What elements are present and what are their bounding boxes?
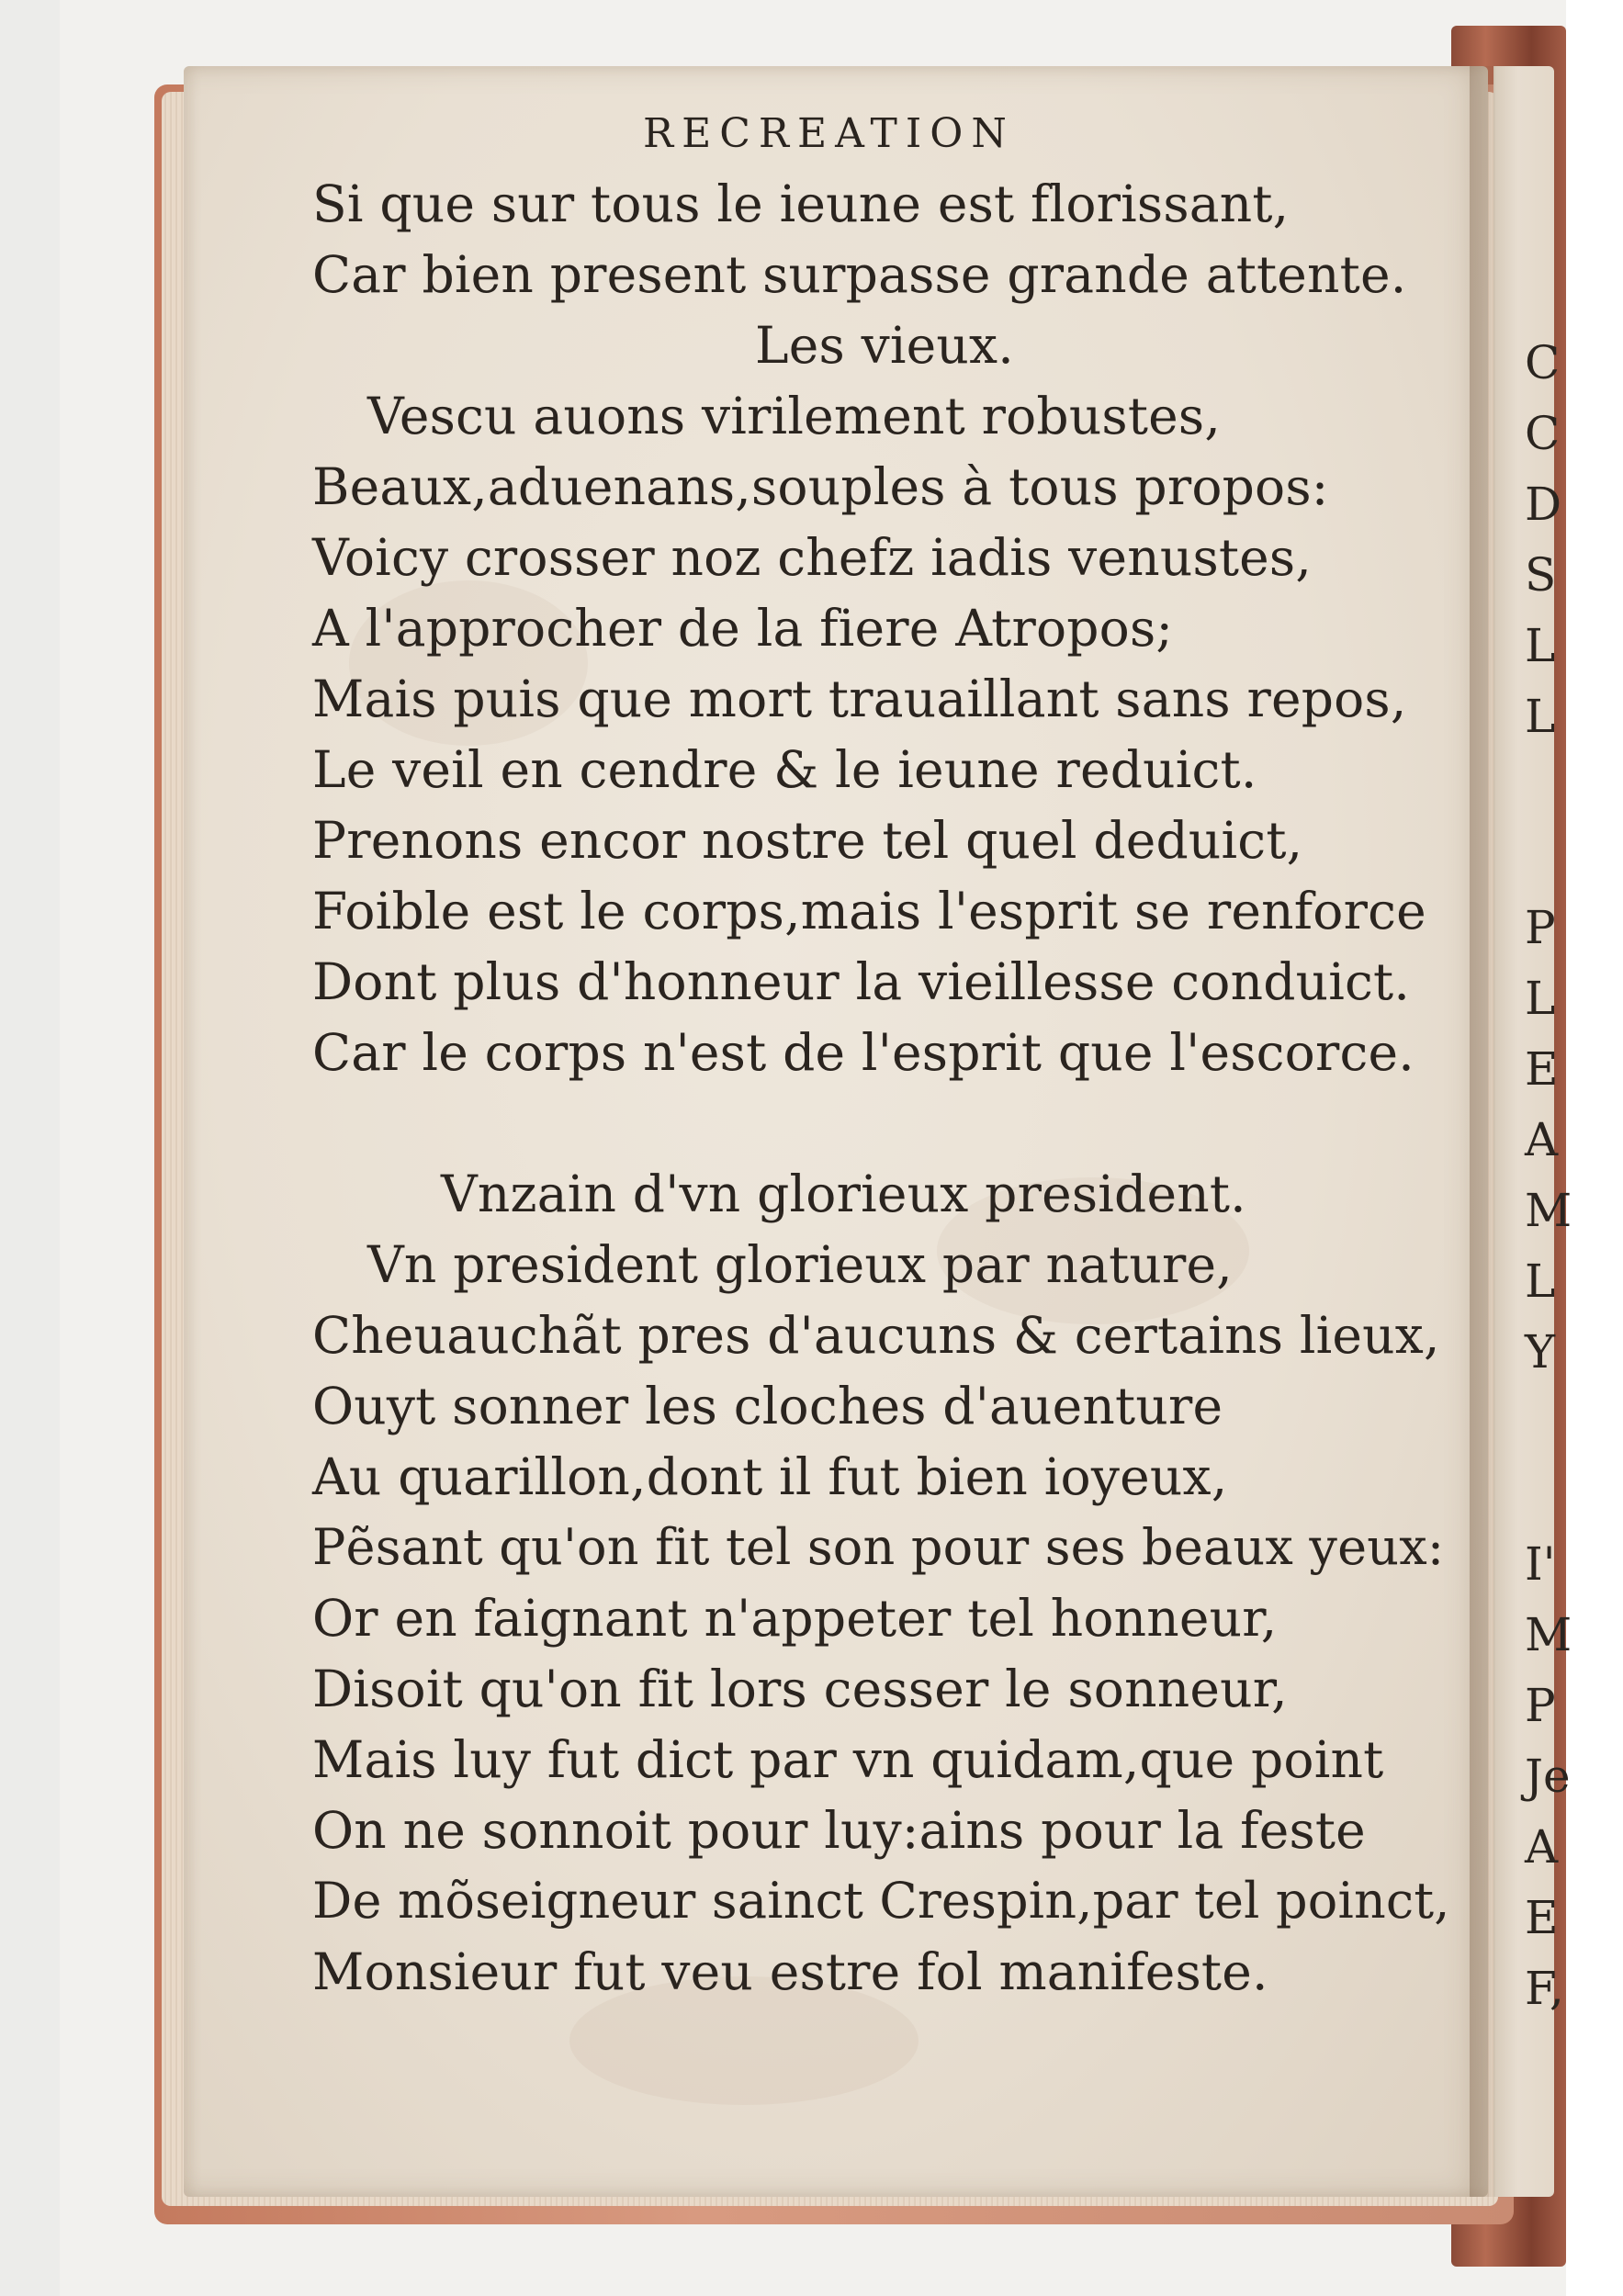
verse-line: On ne sonnoit pour luy:ains pour la feste [312, 1801, 1366, 1860]
verse-line: A l'approcher de la fiere Atropos; [312, 599, 1174, 658]
facing-letter: L [1525, 619, 1556, 672]
facing-letter: P [1525, 1679, 1556, 1732]
verse-line: Or en faignant n'appeter tel honneur, [312, 1589, 1278, 1648]
verse-line: Pẽsant qu'on fit tel son pour ses beaux yeux: [312, 1518, 1445, 1576]
facing-letter: E [1525, 1042, 1559, 1096]
verse-line: Prenons encor nostre tel quel deduict, [312, 811, 1303, 870]
facing-letter: I' [1525, 1537, 1556, 1591]
facing-letter: S [1525, 548, 1557, 602]
verse-line: Vescu auons virilement robustes, [367, 387, 1222, 445]
facing-letter: L [1525, 1255, 1556, 1308]
facing-letter: L [1525, 972, 1556, 1025]
verse-line: Mais luy fut dict par vn quidam,que point [312, 1730, 1384, 1789]
verse-line: Dont plus d'honneur la vieillesse conduict. [312, 952, 1411, 1011]
verse-line: Monsieur fut veu estre fol manifeste. [312, 1942, 1268, 2001]
verse-line: Si que sur tous le ieune est florissant, [312, 174, 1290, 233]
facing-letter: M [1525, 1608, 1572, 1661]
verse-line: Foible est le corps,mais l'esprit se renforce [312, 882, 1426, 940]
verse-line: Vn president glorieux par nature, [367, 1235, 1233, 1294]
verse-line: Mais puis que mort trauaillant sans repos, [312, 670, 1407, 728]
facing-letter: F, [1525, 1962, 1564, 2015]
facing-letter: M [1525, 1184, 1572, 1237]
speaker-heading: Les vieux. [755, 316, 1014, 375]
facing-letter: A [1525, 1820, 1559, 1874]
verse-line: Ouyt sonner les cloches d'auenture [312, 1377, 1223, 1435]
facing-letter: C [1525, 336, 1561, 389]
facing-letter: Je [1525, 1750, 1571, 1803]
verse-line: Cheuauchãt pres d'aucuns & certains lieux, [312, 1306, 1440, 1365]
verse-line: Voicy crosser noz chefz iadis venustes, [312, 528, 1313, 587]
verse-line: Au quarillon,dont il fut bien ioyeux, [312, 1447, 1228, 1506]
running-header: RECREATION [643, 110, 1015, 157]
verse-line: Car bien present surpasse grande attente. [312, 245, 1407, 304]
facing-letter: L [1525, 690, 1556, 743]
facing-letter: P [1525, 901, 1556, 954]
facing-letter: Y [1525, 1325, 1556, 1379]
verse-line: Car le corps n'est de l'esprit que l'escorce. [312, 1023, 1414, 1082]
facing-letter: A [1525, 1113, 1559, 1166]
facing-letter: E [1525, 1891, 1559, 1944]
verse-line: Beaux,aduenans,souples à tous propos: [312, 457, 1329, 516]
verse-line: De mõseigneur sainct Crespin,par tel poinct, [312, 1872, 1450, 1930]
poem-title: Vnzain d'vn glorieux president. [441, 1165, 1246, 1223]
facing-letter: C [1525, 407, 1561, 460]
verse-line: Disoit qu'on fit lors cesser le sonneur, [312, 1660, 1288, 1718]
verse-line: Le veil en cendre & le ieune reduict. [312, 740, 1257, 799]
facing-letter: D [1525, 478, 1562, 531]
